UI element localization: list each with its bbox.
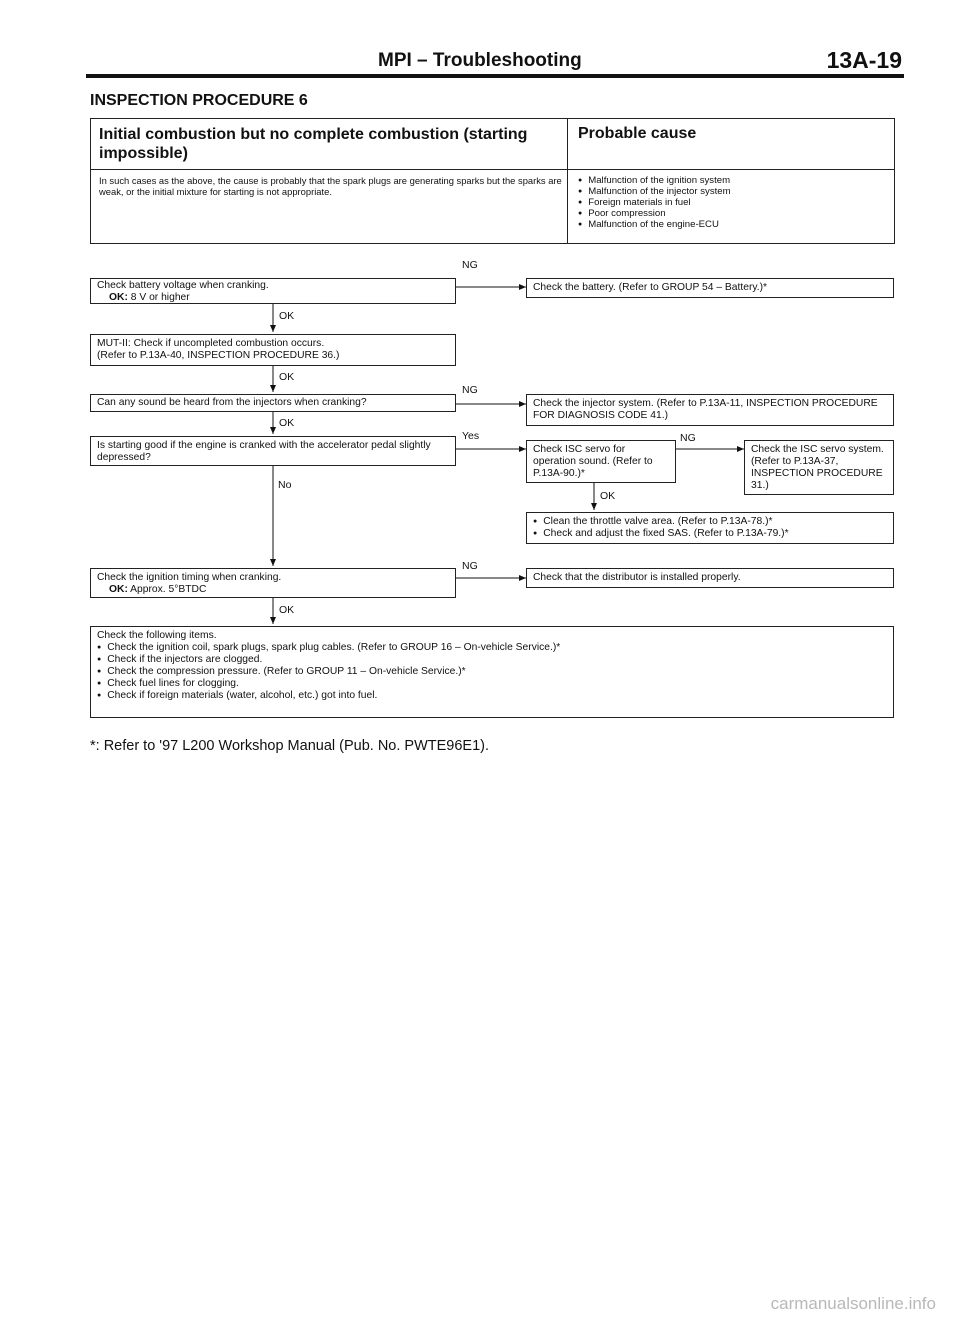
distributor-ng-text: Check that the distributor is installed properly. (533, 572, 741, 583)
final-checklist-items (97, 642, 887, 702)
final-checklist-heading: Check the following items. (97, 630, 217, 641)
ok-criterion-label: OK: (109, 584, 128, 595)
step-battery-check (90, 278, 456, 304)
cause-item: ● Malfunction of the ignition system (578, 175, 731, 186)
label-ng: NG (462, 560, 478, 572)
step-distributor-ng-action (526, 568, 894, 588)
throttle-action-list (533, 516, 887, 540)
label-ok: OK (279, 417, 295, 429)
ok-criterion-value: Approx. 5°BTDC (130, 584, 207, 595)
label-yes: Yes (462, 430, 480, 442)
injector-sound-text: Can any sound be heard from the injectors when cranking? (97, 397, 367, 408)
ignition-timing-text: Check the ignition timing when cranking. (97, 572, 282, 583)
summary-table (90, 118, 895, 244)
step-accelerator-check (90, 436, 456, 466)
accelerator-check-text: Is starting good if the engine is cranked with the accelerator pedal slightly depressed? (97, 440, 431, 463)
symptom-description: In such cases as the above, the cause is probably that the spark plugs are generating sparks but the sparks are weak, or the initial mixture for starting is not appropriate. (99, 175, 562, 197)
injector-ng-text: Check the injector system. (Refer to P.13A-11, INSPECTION PROCEDURE FOR DIAGNOSIS CODE 41.) (533, 398, 878, 421)
step-battery-text: Check battery voltage when cranking. (97, 280, 269, 291)
label-ok: OK (279, 310, 295, 322)
cause-item: ● Poor compression (578, 208, 731, 219)
final-check-item: ● Check if foreign materials (water, alcohol, etc.) got into fuel. (97, 690, 887, 702)
section-title: MPI – Troubleshooting (378, 50, 582, 71)
final-check-item: ● Check fuel lines for clogging. (97, 678, 887, 690)
step-injector-ng-action (526, 394, 894, 426)
symptom-title: Initial combustion but no complete combustion (starting impossible) (99, 126, 528, 162)
page-number: 13A-19 (826, 47, 902, 73)
throttle-action-item: ● Clean the throttle valve area. (Refer to P.13A-78.)* (533, 516, 887, 528)
footnote: *: Refer to '97 L200 Workshop Manual (Pub. No. PWTE96E1). (90, 738, 490, 754)
mut-check-line2: (Refer to P.13A-40, INSPECTION PROCEDURE 36.) (97, 350, 340, 361)
cause-item: ● Malfunction of the engine-ECU (578, 219, 731, 230)
isc-sound-text: Check ISC servo for operation sound. (Refer to P.13A-90.)* (533, 444, 653, 479)
ok-criterion-label: OK: (109, 292, 128, 303)
step-throttle-actions (526, 512, 894, 544)
step-battery-ng-action (526, 278, 894, 298)
final-check-item: ● Check the ignition coil, spark plugs, spark plug cables. (Refer to GROUP 16 – On-vehicle Service.)* (97, 642, 887, 654)
cause-item: ● Malfunction of the injector system (578, 186, 731, 197)
label-ng: NG (462, 384, 478, 396)
label-ok: OK (279, 604, 295, 616)
procedure-title: INSPECTION PROCEDURE 6 (90, 92, 308, 109)
cause-item: ● Foreign materials in fuel (578, 197, 731, 208)
final-checklist (90, 626, 894, 718)
label-ok: OK (279, 371, 295, 383)
throttle-action-item: ● Check and adjust the fixed SAS. (Refer to P.13A-79.)* (533, 528, 887, 540)
summary-divider-vertical (567, 119, 568, 243)
ok-criterion-value: 8 V or higher (130, 292, 190, 303)
watermark: carmanualsonline.info (770, 1294, 936, 1313)
step-mut-check (90, 334, 456, 366)
step-injector-sound (90, 394, 456, 412)
probable-cause-heading: Probable cause (578, 125, 697, 142)
label-ng: NG (462, 259, 478, 271)
summary-divider-horizontal (91, 169, 894, 170)
final-check-item: ● Check if the injectors are clogged. (97, 654, 887, 666)
probable-cause-list (578, 175, 731, 230)
step-isc-ng-action (744, 440, 894, 495)
final-check-item: ● Check the compression pressure. (Refer to GROUP 11 – On-vehicle Service.)* (97, 666, 887, 678)
mut-check-line1: MUT-II: Check if uncompleted combustion occurs. (97, 338, 325, 349)
label-ok: OK (600, 490, 616, 502)
label-no: No (278, 479, 292, 491)
step-isc-sound (526, 440, 676, 483)
step-ignition-timing (90, 568, 456, 598)
header-rule (86, 74, 904, 78)
isc-ng-text: Check the ISC servo system. (Refer to P.13A-37, INSPECTION PROCEDURE 31.) (751, 444, 884, 491)
label-ng: NG (680, 432, 696, 444)
battery-ng-text: Check the battery. (Refer to GROUP 54 – Battery.)* (533, 282, 768, 293)
